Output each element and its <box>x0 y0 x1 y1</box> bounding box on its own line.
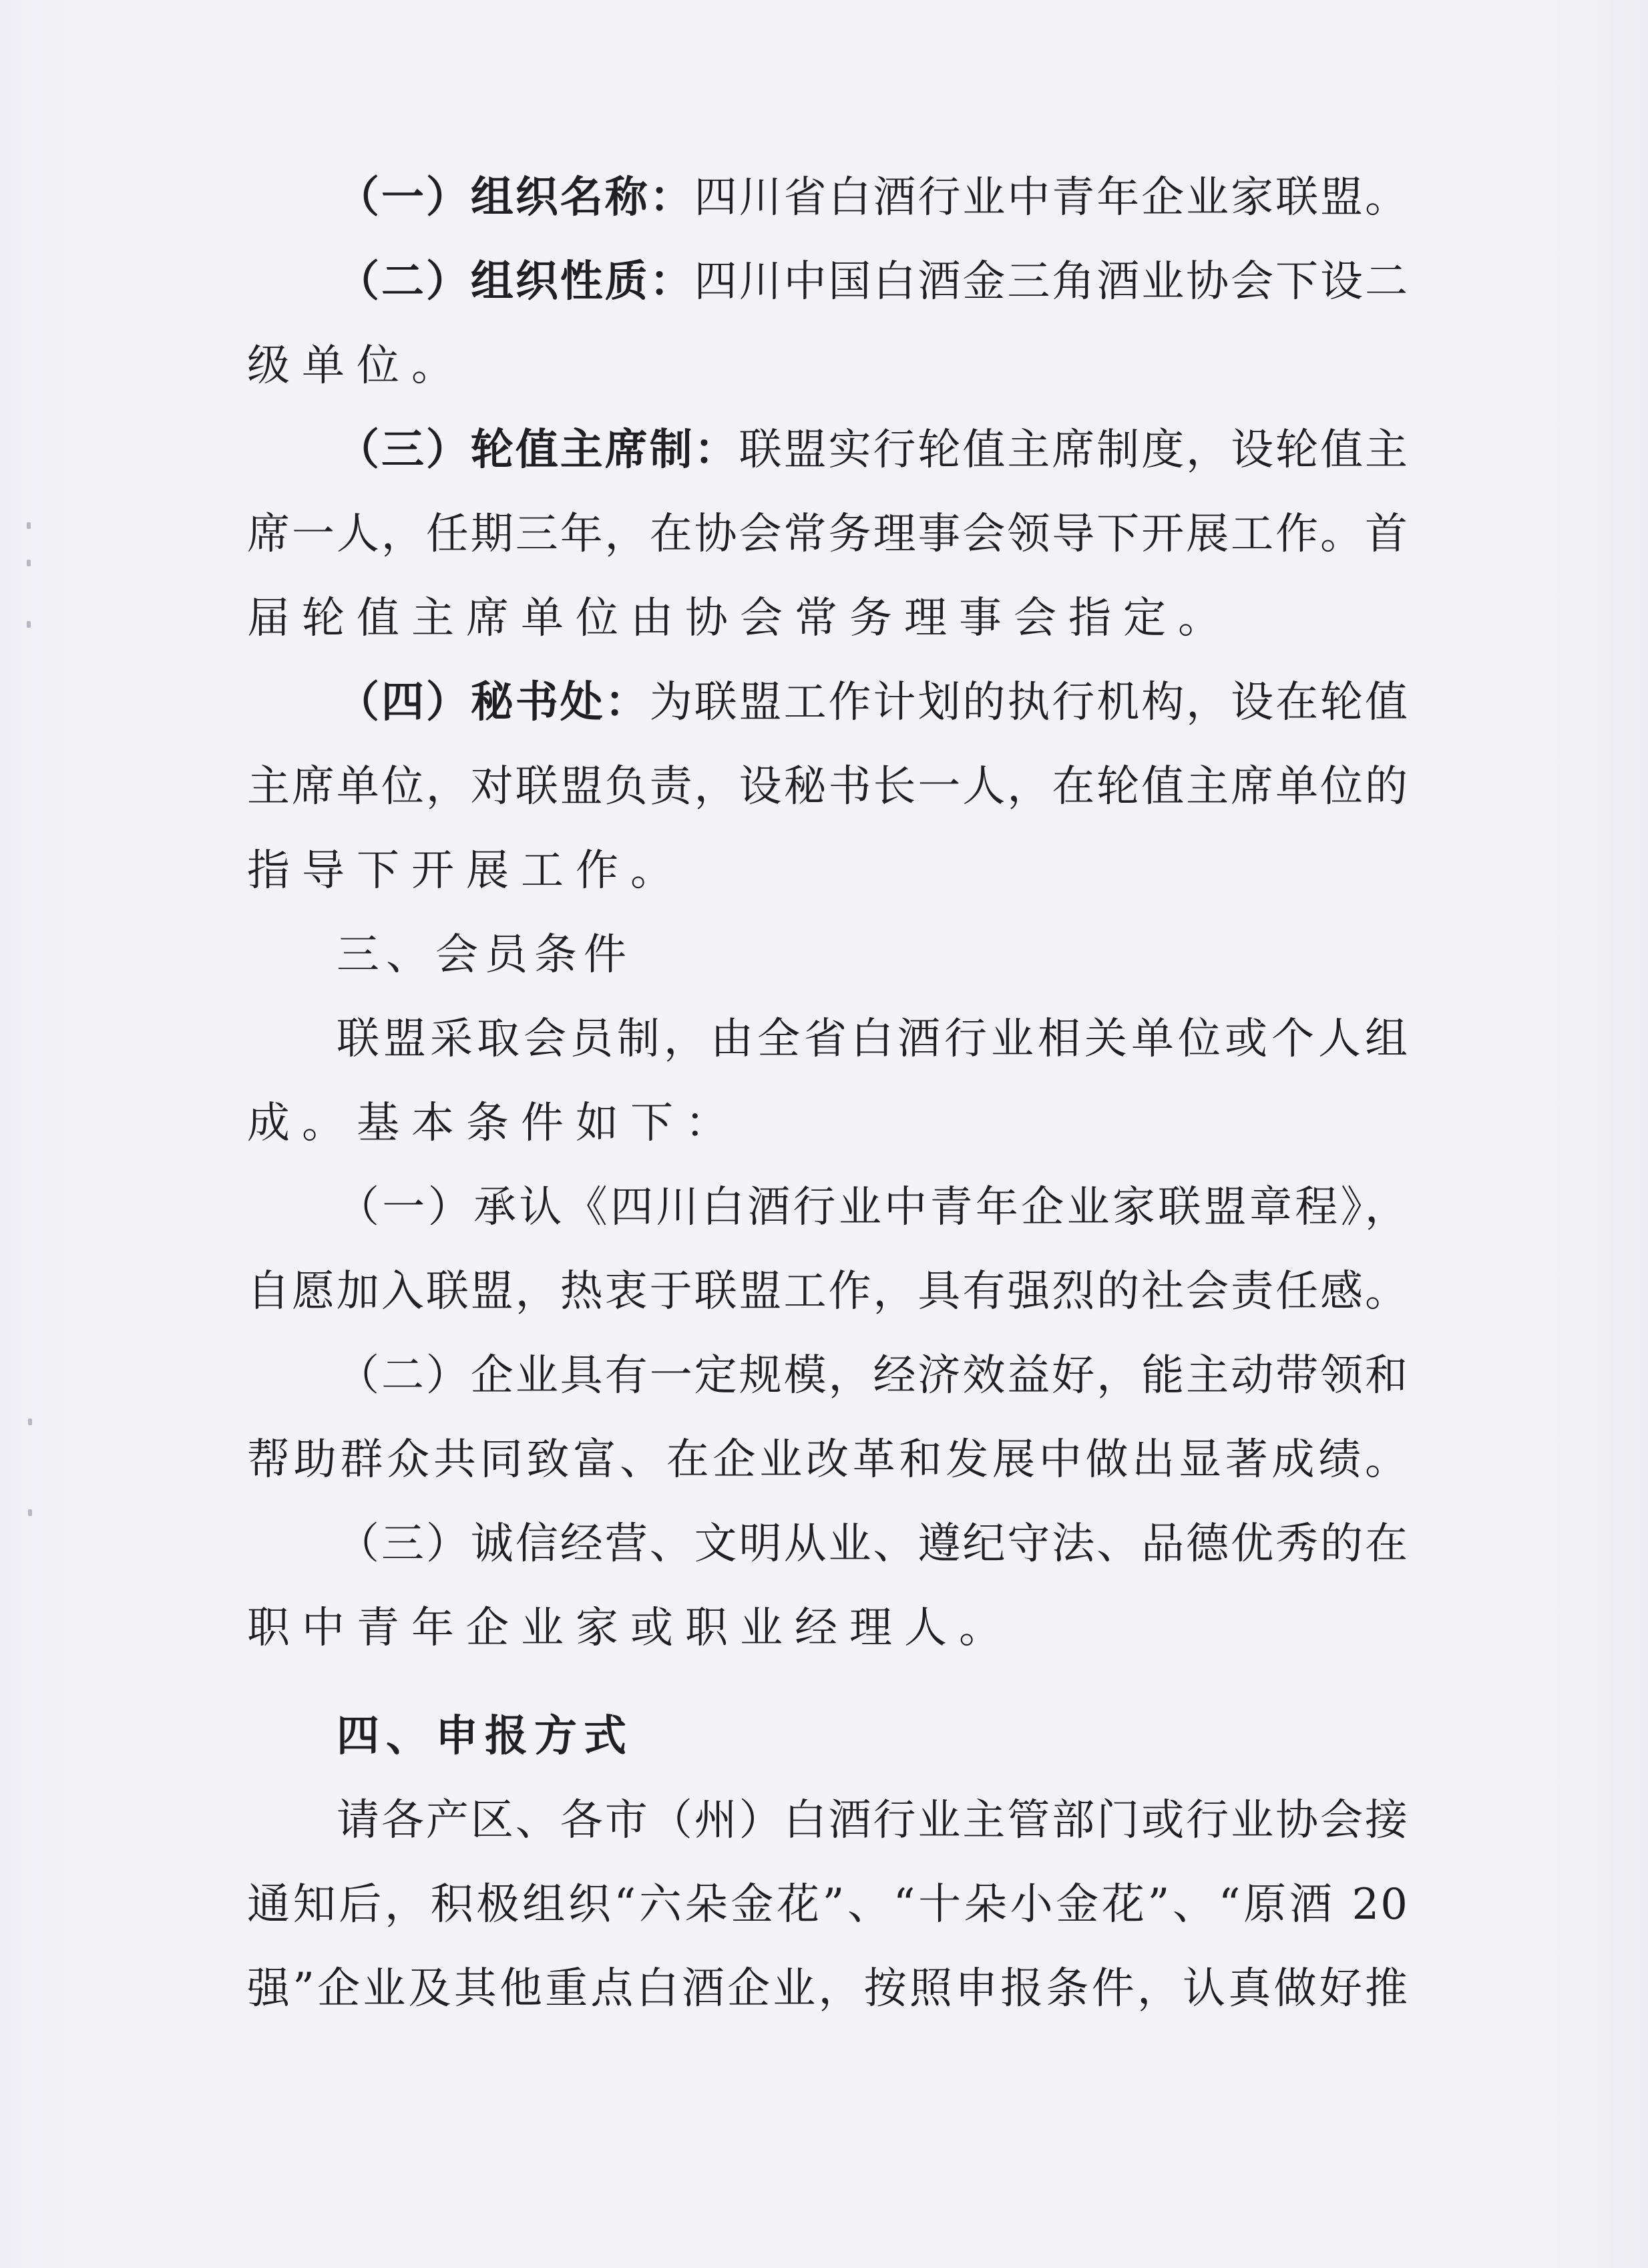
condition-2-line: （二）企业具有一定规模，经济效益好，能主动带领和 <box>337 1351 1409 1400</box>
secretariat-line-3: 指导下开展工作。 <box>247 846 685 896</box>
application-line-3: 强”企业及其他重点白酒企业，按照申报条件，认真做好推 <box>247 1964 1409 2014</box>
condition-1-line-2: 自愿加入联盟，热衷于联盟工作，具有强烈的社会责任感。 <box>247 1267 1409 1316</box>
secretariat-text: 为联盟工作计划的执行机构，设在轮值 <box>649 678 1410 727</box>
membership-intro-line: 联盟采取会员制，由全省白酒行业相关单位或个人组 <box>337 1014 1409 1064</box>
rotating-chair-label: （三）轮值主席制： <box>337 425 739 475</box>
scan-speck <box>27 522 31 529</box>
application-line: 请各产区、各市（州）白酒行业主管部门或行业协会接 <box>337 1796 1409 1845</box>
condition-1-line: （一）承认《四川白酒行业中青年企业家联盟章程》， <box>337 1183 1409 1232</box>
secretariat-line-2: 主席单位，对联盟负责，设秘书长一人，在轮值主席单位的 <box>247 762 1409 811</box>
condition-2-line-2: 帮助群众共同致富、在企业改革和发展中做出显著成绩。 <box>247 1435 1409 1485</box>
secretariat-line <box>337 663 1409 743</box>
org-nature-line <box>337 242 1409 322</box>
rotating-chair-line <box>337 410 1409 490</box>
condition-3-line-2: 职中青年企业家或职业经理人。 <box>247 1603 1014 1653</box>
condition-3-line: （三）诚信经营、文明从业、遵纪守法、品德优秀的在 <box>337 1519 1409 1569</box>
rotating-chair-line-2: 席一人，任期三年，在协会常务理事会领导下开展工作。首 <box>247 510 1409 559</box>
rotating-chair-line-3: 届轮值主席单位由协会常务理事会指定。 <box>247 594 1233 643</box>
rotating-chair-text: 联盟实行轮值主席制度，设轮值主 <box>739 425 1409 475</box>
scan-speck <box>28 1509 32 1516</box>
org-name-line <box>337 158 1409 238</box>
org-name-text: 四川省白酒行业中青年企业家联盟。 <box>694 173 1410 222</box>
org-nature-text: 四川中国白酒金三角酒业协会下设二 <box>694 257 1410 307</box>
application-line-2: 通知后，积极组织“六朵金花”、“十朵小金花”、“原酒 20 <box>247 1880 1409 1929</box>
org-name-label: （一）组织名称： <box>337 173 694 222</box>
section-heading-application: 四、申报方式 <box>337 1712 633 1761</box>
org-nature-label: （二）组织性质： <box>337 257 694 307</box>
section-heading-membership: 三、会员条件 <box>337 930 633 980</box>
scan-speck <box>27 560 31 566</box>
membership-intro-line-2: 成。基本条件如下： <box>247 1099 740 1148</box>
org-nature-line-2: 级单位。 <box>247 341 466 391</box>
scan-speck <box>27 621 31 628</box>
secretariat-label: （四）秘书处： <box>337 678 650 727</box>
scan-speck <box>28 1419 32 1425</box>
